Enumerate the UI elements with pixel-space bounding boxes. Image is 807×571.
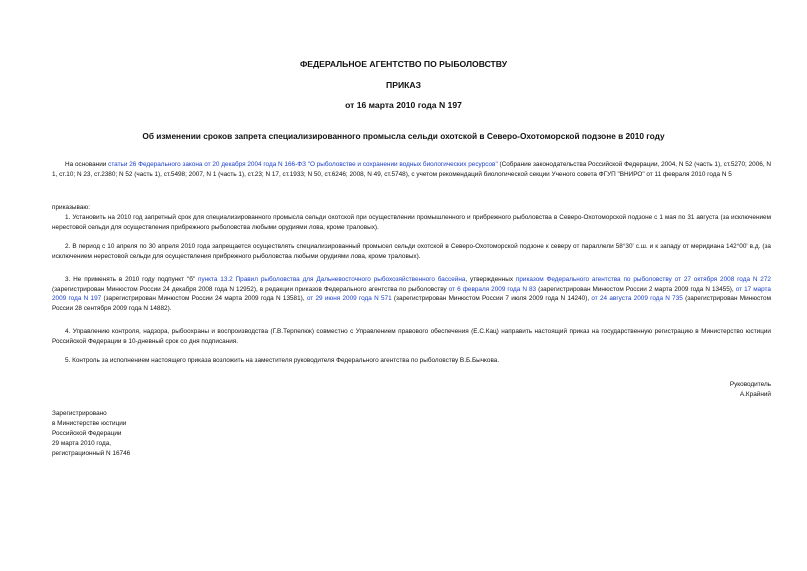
link-order-571[interactable]: от 29 июня 2009 года N 571 — [306, 295, 392, 303]
document-date-number: от 16 марта 2010 года N 197 — [345, 100, 462, 110]
registration-line-5: регистрационный N 16746 — [52, 450, 131, 457]
agency-name: ФЕДЕРАЛЬНОЕ АГЕНТСТВО ПО РЫБОЛОВСТВУ — [299, 59, 508, 69]
paragraph-1-text: 1. Установить на 2010 год запретный срок для специализированного промысла сельди охотской при осуществлении промышленного и прибрежного рыболовства в Северо-Охотоморской подзоне с 1 мая по 31 августа (за исключением нерестовой сельди для осуществления прибрежного рыболовства любыми орудиями лова, кроме траловых). — [52, 214, 771, 231]
registration-line-2: в Министерстве юстиции — [52, 420, 127, 427]
link-order-272[interactable]: приказом Федерального агентства по рыболовству от 27 октября 2008 года N 272 — [515, 276, 771, 283]
preamble-text-1: На основании — [65, 161, 109, 168]
registration-line-4: 29 марта 2010 года, — [52, 440, 112, 447]
paragraph-3-text-4: (зарегистрирован Минюстом России 2 марта 2009 года N 13455), — [536, 285, 736, 293]
registration-block — [52, 409, 272, 459]
signatory-position: Руководитель — [729, 381, 771, 388]
preamble-text-2: (Собрание законодательства Российской Федерации, 2004, N 52 (часть 1), ст.5270; 2006, N 1, ст.10; N 23, ст.2380; N 52 (часть 1), ст.5498; 2007, N 1 (часть 1), ст.23; N 17, ст.1933; N 50, ст.6246; 2008, N 49, ст.5748), с учетом рекомендаций биологической секции Ученого совета ФГУП "ВНИРО" от 11 февраля 2010 года N 5 — [52, 161, 771, 178]
paragraph-3-text-3: (зарегистрирован Минюстом России 24 декабря 2008 года N 12952), в редакции приказов Федерального агентства по рыболовству — [52, 285, 449, 293]
paragraph-3-text-1: 3. Не применять в 2010 году подпункт "б" — [65, 276, 198, 283]
paragraph-4-text: 4. Управлению контроля, надзора, рыбоохраны и воспроизводства (Г.В.Терпелюк) совместно с Управлением правового обеспечения (Е.С.Кац) направить настоящий приказ на государственную регистрацию в Министерство юстиции Российской Федерации в 10-дневный срок со дня подписания. — [52, 328, 771, 345]
signature-block — [571, 380, 771, 400]
paragraph-3-text-7: (зарегистрирован Минюстом России 28 сентября 2009 года N 14882). — [52, 295, 771, 312]
registration-line-3: Российской Федерации — [52, 430, 122, 437]
paragraph-4 — [52, 327, 771, 346]
paragraph-3 — [52, 275, 771, 313]
link-order-197[interactable]: от 17 марта 2009 года N 197 — [52, 285, 771, 303]
paragraph-3-text-5: (зарегистрирован Минюстом России 24 марта 2009 года N 13581), — [101, 295, 307, 303]
link-order-735[interactable]: от 24 августа 2009 года N 735 — [591, 295, 683, 303]
paragraph-1 — [52, 213, 771, 232]
link-rules-item-13-2[interactable]: пункта 13.2 Правил рыболовства для Дальневосточного рыбохозяйственного бассейна — [197, 276, 466, 283]
signatory-name: А.Крайний — [739, 391, 771, 398]
preamble-paragraph — [52, 160, 771, 179]
paragraph-2-text: 2. В период с 10 апреля по 30 апреля 2010 года запрещается осуществлять специализированный промысел сельди охотской в Северо-Охотоморской подзоне к северу от параллели 58°30' с.ш. и к западу от меридиана 142°00' в.д. (за исключением нерестовой сельди для осуществления прибрежного рыболовства любыми орудиями лова, кроме траловых). — [52, 243, 771, 260]
document-title: Об изменении сроков запрета специализированного промысла сельди охотской в Северо-Охотоморской подзоне в 2010 году — [142, 131, 665, 141]
paragraph-2 — [52, 242, 771, 261]
document-type: ПРИКАЗ — [386, 80, 421, 90]
order-word: приказываю: — [52, 204, 90, 211]
paragraph-5-text: 5. Контроль за исполнением настоящего приказа возложить на заместителя руководителя Федерального агентства по рыболовству В.Б.Бычкова. — [65, 357, 500, 364]
registration-line-1: Зарегистрировано — [52, 410, 107, 417]
paragraph-3-text-6: (зарегистрирован Минюстом России 7 июля 2009 года N 14240), — [391, 295, 592, 303]
link-federal-law-166[interactable]: статьи 26 Федерального закона от 20 декабря 2004 года N 166-ФЗ "О рыболовстве и сохранении водных биологических ресурсов" — [108, 161, 498, 168]
link-order-83[interactable]: от 6 февраля 2009 года N 83 — [448, 285, 537, 293]
paragraph-3-text-2: , утвержденных — [465, 276, 516, 283]
paragraph-5 — [52, 356, 771, 366]
